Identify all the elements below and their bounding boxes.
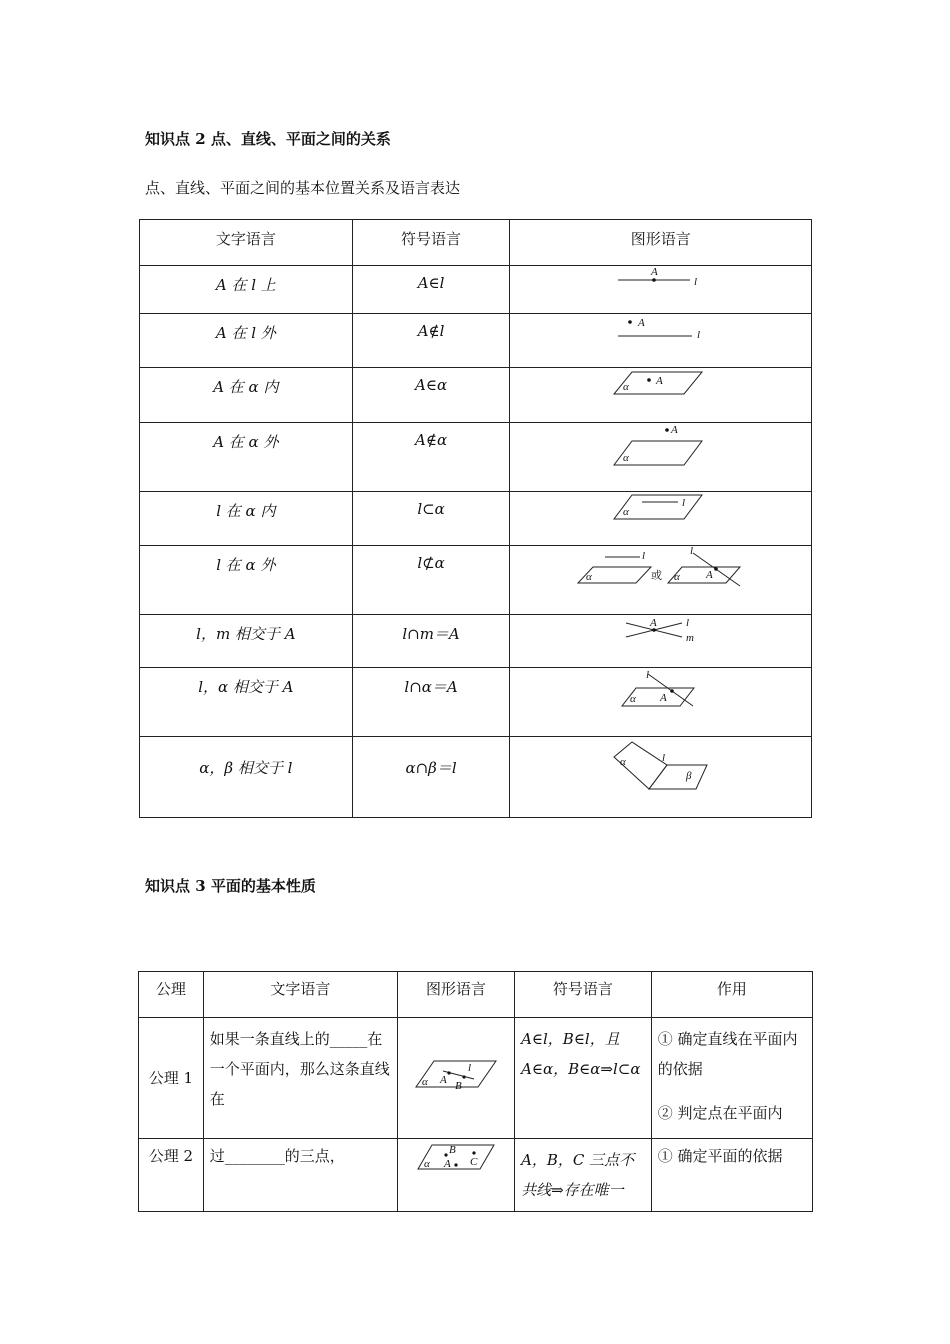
svg-text:m: m: [686, 632, 695, 644]
row-figure: [510, 314, 812, 368]
axiom-text: 过________的三点，: [203, 1139, 397, 1212]
svg-text:α: α: [623, 506, 630, 518]
svg-text:l: l: [662, 752, 666, 764]
row-text: α，β 相交于 l: [140, 737, 353, 818]
axiom-use-item: ① 确定平面的依据: [657, 1147, 783, 1165]
svg-text:l: l: [642, 550, 646, 562]
table-row: [140, 314, 812, 368]
row-symbol: l∩m＝A: [352, 615, 510, 668]
svg-text:C: C: [470, 1156, 478, 1168]
row-text: l 在 α 外: [140, 546, 353, 615]
table-row: [140, 423, 812, 492]
row-symbol: A∈α: [352, 368, 510, 423]
table-row: [140, 266, 812, 314]
table-row: [140, 368, 812, 423]
row-figure: [510, 266, 812, 314]
axiom-name: 公理 1: [139, 1018, 204, 1139]
svg-text:B: B: [449, 1144, 456, 1156]
table-row: [139, 1018, 813, 1139]
svg-text:l: l: [697, 329, 701, 341]
row-symbol: A∈l: [352, 266, 510, 314]
svg-text:α: α: [586, 571, 593, 583]
svg-text:A: A: [656, 375, 664, 387]
header-function: 作用: [651, 972, 812, 1018]
row-text: A 在 α 外: [140, 423, 353, 492]
header-figure-language: 图形语言: [398, 972, 515, 1018]
svg-text:A: A: [440, 1074, 447, 1086]
svg-text:l: l: [468, 1062, 472, 1074]
axiom-uses: [651, 1139, 812, 1212]
svg-text:A: A: [444, 1158, 451, 1170]
header-axiom: 公理: [139, 972, 204, 1018]
row-text: A 在 α 内: [140, 368, 353, 423]
svg-text:或: 或: [651, 569, 663, 582]
svg-text:α: α: [630, 693, 637, 705]
axiom-uses: [651, 1018, 812, 1139]
axiom-figure: [398, 1018, 515, 1139]
table-row: [140, 546, 812, 615]
axiom-figure: [398, 1139, 515, 1212]
row-text: A 在 l 外: [140, 314, 353, 368]
svg-text:α: α: [623, 381, 630, 393]
row-symbol: A∉l: [352, 314, 510, 368]
header-text-language: 文字语言: [203, 972, 397, 1018]
relations-table: [139, 219, 812, 818]
figure-axiom-2: [398, 1139, 514, 1179]
svg-text:β: β: [686, 770, 692, 782]
header-symbol-language: 符号语言: [515, 972, 652, 1018]
svg-text:l: l: [694, 276, 698, 288]
svg-text:A: A: [650, 617, 658, 629]
svg-text:A: A: [638, 317, 646, 329]
row-figure: [510, 492, 812, 546]
table-header-row: [139, 972, 813, 1018]
row-figure: [510, 423, 812, 492]
svg-text:l: l: [682, 497, 686, 509]
header-figure-language: 图形语言: [510, 220, 812, 266]
axioms-table: [138, 971, 813, 1212]
svg-text:l: l: [646, 669, 650, 681]
section-intro: 点、直线、平面之间的基本位置关系及语言表达: [145, 179, 461, 197]
axiom-text: 如果一条直线上的_____在一个平面内，那么这条直线在: [203, 1018, 397, 1139]
header-text-language: 文字语言: [140, 220, 353, 266]
axiom-use-item: ① 确定直线在平面内的依据: [657, 1030, 798, 1078]
figure-axiom-1: [398, 1043, 514, 1103]
svg-text:l: l: [686, 617, 690, 629]
svg-text:α: α: [424, 1158, 430, 1170]
row-symbol: l⊂α: [352, 492, 510, 546]
svg-text:B: B: [455, 1080, 462, 1092]
row-symbol: l∩α＝A: [352, 668, 510, 737]
svg-text:A: A: [651, 266, 659, 278]
row-symbol: A∉α: [352, 423, 510, 492]
row-text: l，α 相交于 A: [140, 668, 353, 737]
table-row: [140, 615, 812, 668]
svg-text:A: A: [671, 424, 679, 436]
axiom-symbol: A∈l，B∈l，且A∈α，B∈α⇒l⊂α: [515, 1018, 652, 1139]
row-figure: [510, 737, 812, 818]
svg-text:α: α: [422, 1076, 428, 1088]
table-row: [139, 1139, 813, 1212]
section-heading-2: 知识点 2 点、直线、平面之间的关系: [145, 130, 391, 148]
row-text: l 在 α 内: [140, 492, 353, 546]
row-figure: [510, 368, 812, 423]
svg-text:A: A: [660, 692, 668, 704]
table-row: [140, 492, 812, 546]
table-row: [140, 668, 812, 737]
row-figure: [510, 546, 812, 615]
svg-text:l: l: [690, 546, 694, 557]
svg-text:α: α: [623, 452, 630, 464]
axiom-name: 公理 2: [139, 1139, 204, 1212]
axiom-symbol: A，B，C 三点不共线⇒存在唯一: [515, 1139, 652, 1212]
table-row: [140, 737, 812, 818]
row-symbol: l⊄α: [352, 546, 510, 615]
row-text: A 在 l 上: [140, 266, 353, 314]
table-header-row: [140, 220, 812, 266]
section-heading-3: 知识点 3 平面的基本性质: [145, 877, 316, 895]
header-symbol-language: 符号语言: [352, 220, 510, 266]
svg-text:α: α: [674, 571, 681, 583]
row-figure: [510, 615, 812, 668]
row-text: l，m 相交于 A: [140, 615, 353, 668]
svg-text:α: α: [620, 756, 627, 768]
svg-text:A: A: [706, 569, 714, 581]
row-figure: [510, 668, 812, 737]
axiom-use-item: ② 判定点在平面内: [657, 1104, 783, 1122]
row-symbol: α∩β＝l: [352, 737, 510, 818]
